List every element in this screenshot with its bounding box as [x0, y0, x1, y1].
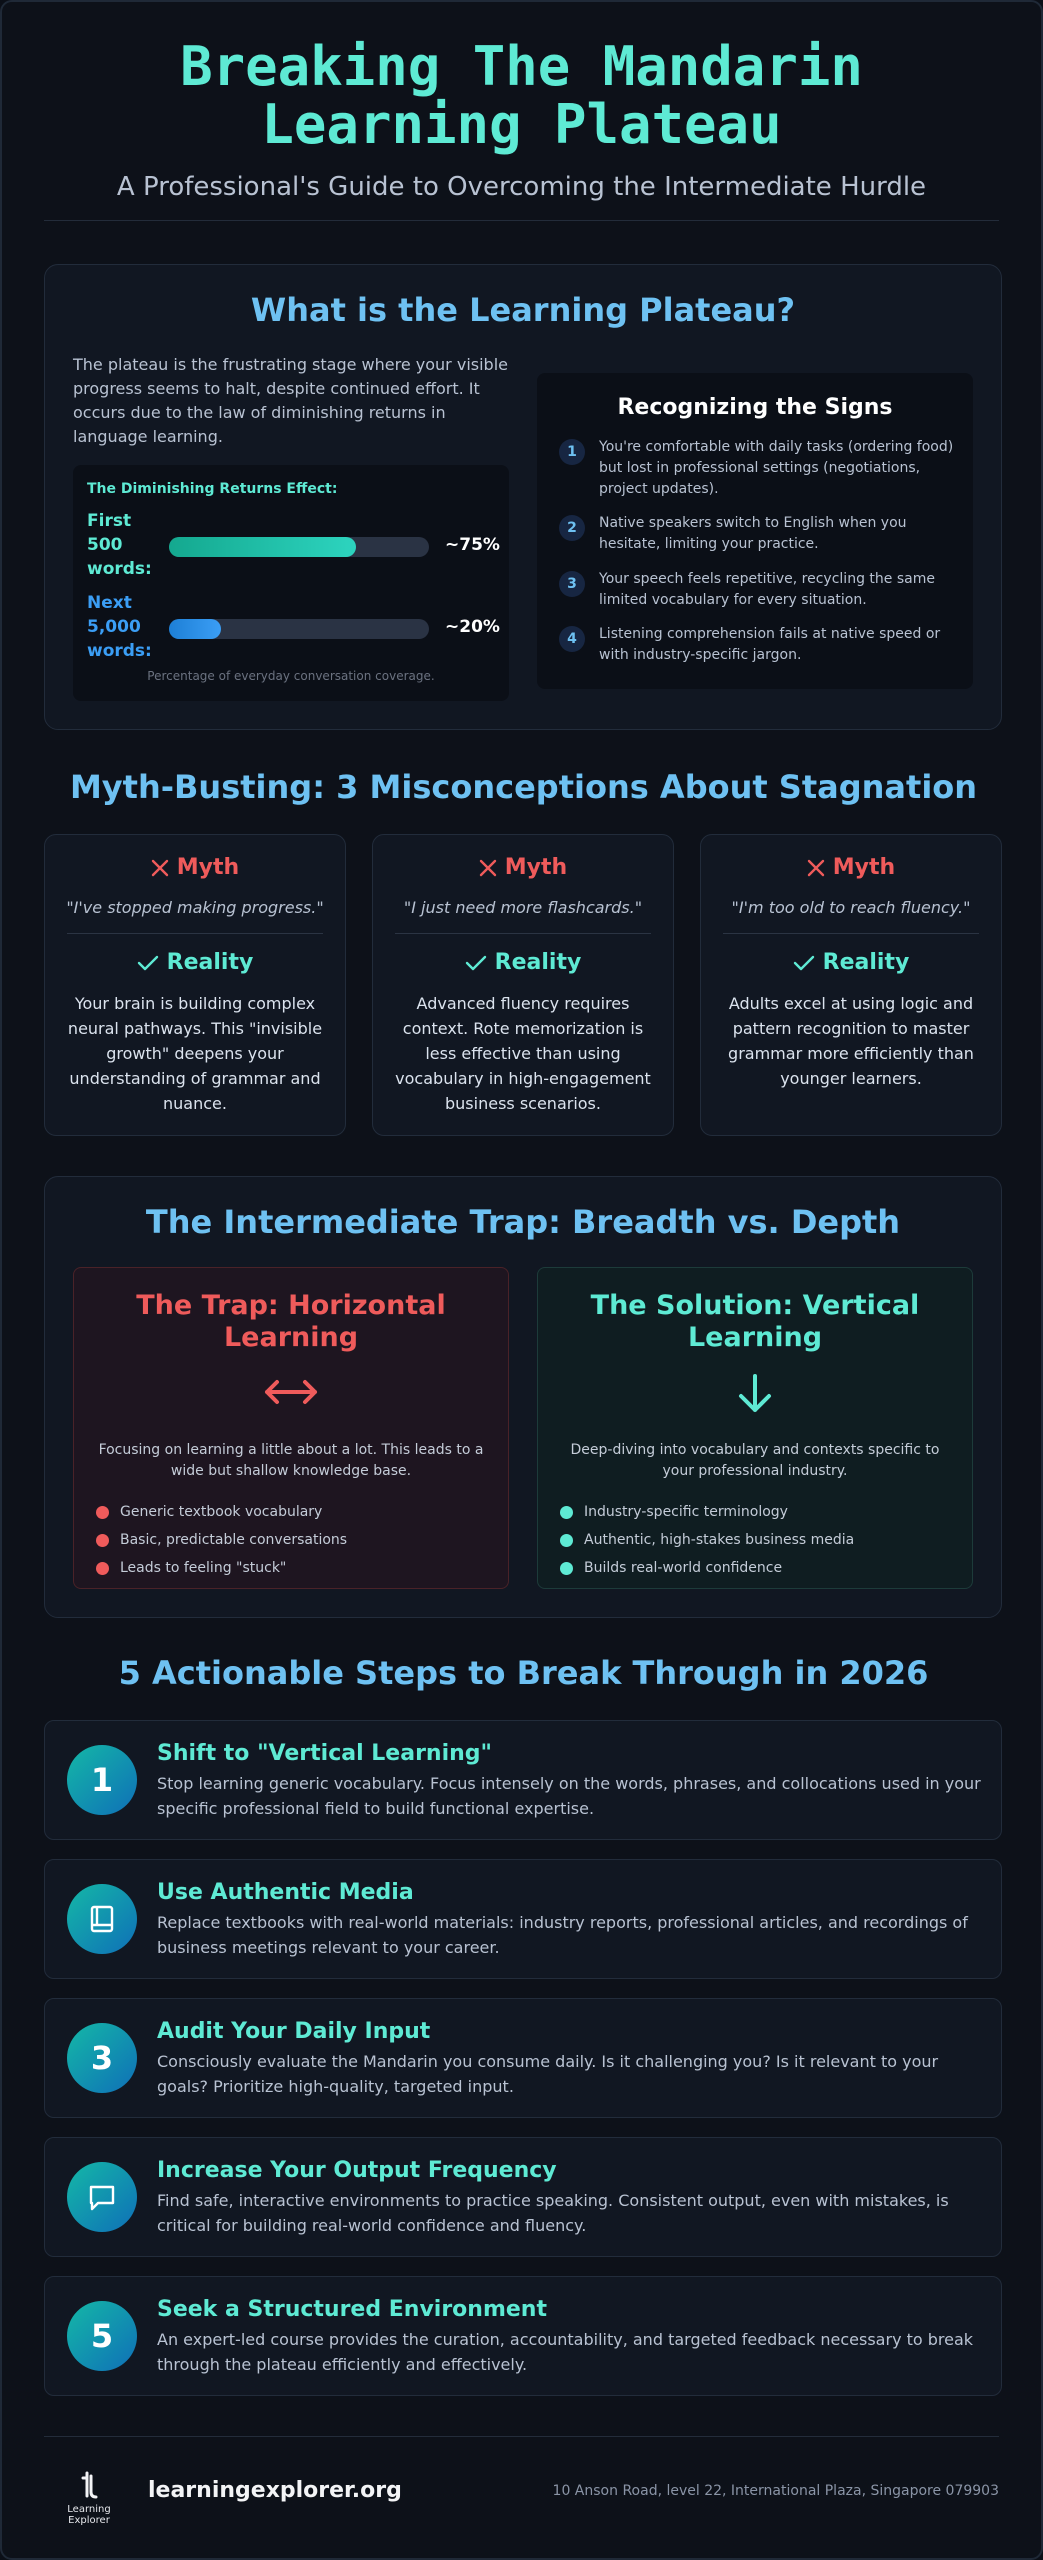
myth-heading	[701, 855, 1001, 880]
myths-title: Myth-Busting: 3 Misconceptions About Stagnation	[69, 768, 978, 806]
myth-label: Myth	[504, 855, 568, 880]
bar-track	[169, 619, 429, 639]
bar-row-next	[87, 591, 500, 667]
footer-address: 10 Anson Road, level 22, International Plaza, Singapore 079903	[552, 2483, 999, 2499]
myth-card	[372, 834, 674, 1136]
sign-number: 1	[559, 439, 585, 465]
signs-box	[537, 373, 973, 689]
horizontal-learning-panel	[73, 1267, 509, 1589]
list-item: Leads to feeling "stuck"	[96, 1554, 508, 1582]
logo[interactable]	[46, 2470, 132, 2526]
step-description: Consciously evaluate the Mandarin you consume daily. Is it challenging you? Is it relevant to your goals? Prioritize high-quality, targeted input.	[157, 2052, 939, 2096]
step-title: Audit Your Daily Input	[157, 2019, 431, 2044]
step-title: Increase Your Output Frequency	[157, 2158, 557, 2183]
x-icon	[479, 859, 497, 877]
bar-value: ~20%	[445, 617, 500, 637]
myth-quote: "I just need more flashcards."	[403, 898, 643, 917]
reality-heading	[373, 950, 673, 975]
reality-heading	[701, 950, 1001, 975]
reality-text: Your brain is building complex neural pathways. This "invisible growth" deepens your understanding of grammar and nuance.	[67, 994, 323, 1113]
footer-divider	[44, 2436, 999, 2437]
step-title: Seek a Structured Environment	[157, 2297, 547, 2322]
book-icon	[67, 1884, 137, 1954]
myth-quote: "I've stopped making progress."	[66, 898, 324, 917]
bar-fill	[169, 619, 221, 639]
signs-title: Recognizing the Signs	[617, 395, 893, 420]
diminishing-returns-title: The Diminishing Returns Effect:	[87, 481, 338, 497]
check-icon	[793, 954, 815, 972]
step-title: Use Authentic Media	[157, 1880, 414, 1905]
chat-icon	[67, 2162, 137, 2232]
page-title: Breaking The Mandarin Learning Plateau	[180, 35, 863, 156]
reality-label: Reality	[166, 950, 254, 975]
step-card	[44, 1998, 1002, 2118]
myth-label: Myth	[832, 855, 896, 880]
steps-title: 5 Actionable Steps to Break Through in 2026	[118, 1654, 929, 1692]
myth-heading	[45, 855, 345, 880]
footer-site-link[interactable]: learningexplorer.org	[148, 2478, 402, 2503]
bar-fill	[169, 537, 356, 557]
reality-label: Reality	[494, 950, 582, 975]
reality-text: Advanced fluency requires context. Rote memorization is less effective than using vocabulary in high-engagement business scenarios.	[395, 994, 651, 1113]
bar-track	[169, 537, 429, 557]
reality-label: Reality	[822, 950, 910, 975]
horizontal-title: The Trap: Horizontal Learning	[136, 1290, 446, 1353]
logo-icon	[74, 2470, 104, 2500]
sign-number: 3	[559, 571, 585, 597]
plateau-card	[44, 264, 1002, 730]
myth-divider	[723, 933, 979, 934]
step-card	[44, 1720, 1002, 1840]
myth-heading	[373, 855, 673, 880]
horizontal-description: Focusing on learning a little about a lot. This leads to a wide but shallow knowledge base.	[98, 1442, 484, 1479]
step-number: 5	[67, 2301, 137, 2371]
reality-text: Adults excel at using logic and pattern recognition to master grammar more efficiently than younger learners.	[728, 994, 974, 1088]
myth-quote: "I'm too old to reach fluency."	[731, 898, 971, 917]
sign-number: 2	[559, 515, 585, 541]
sign-text: Your speech feels repetitive, recycling the same limited vocabulary for every situation.	[599, 571, 935, 608]
step-description: Replace textbooks with real-world materials: industry reports, professional articles, and recordings of business meetings relevant to your career.	[157, 1913, 968, 1957]
vertical-learning-panel	[537, 1267, 973, 1589]
list-item: Builds real-world confidence	[560, 1554, 972, 1582]
step-card	[44, 2276, 1002, 2396]
vertical-description: Deep-diving into vocabulary and contexts specific to your professional industry.	[570, 1442, 940, 1479]
list-item: Generic textbook vocabulary	[96, 1498, 508, 1526]
step-card	[44, 1859, 1002, 1979]
myth-card	[700, 834, 1002, 1136]
vertical-title: The Solution: Vertical Learning	[590, 1290, 920, 1353]
x-icon	[807, 859, 825, 877]
step-title: Shift to "Vertical Learning"	[157, 1741, 492, 1766]
myth-card	[44, 834, 346, 1136]
bar-caption: Percentage of everyday conversation coverage.	[147, 669, 435, 683]
plateau-description: The plateau is the frustrating stage where your visible progress seems to halt, despite continued effort. It occurs due to the law of diminishing returns in language learning.	[73, 355, 508, 446]
logo-text: Learning Explorer	[67, 2504, 111, 2526]
step-description: Stop learning generic vocabulary. Focus intensely on the words, phrases, and collocations used in your specific professional field to build functional expertise.	[157, 1774, 981, 1818]
reality-heading	[45, 950, 345, 975]
step-description: Find safe, interactive environments to practice speaking. Consistent output, even with mistakes, is critical for building real-world confidence and fluency.	[157, 2191, 949, 2235]
step-description: An expert-led course provides the curation, accountability, and targeted feedback necessary to break through the plateau efficiently and effectively.	[157, 2330, 974, 2374]
check-icon	[465, 954, 487, 972]
step-number: 3	[67, 2023, 137, 2093]
myth-divider	[395, 933, 651, 934]
header	[2, 2, 1041, 202]
header-divider	[44, 220, 999, 221]
page-subtitle: A Professional's Guide to Overcoming the Intermediate Hurdle	[116, 172, 927, 202]
plateau-title: What is the Learning Plateau?	[250, 291, 796, 329]
sign-number: 4	[559, 626, 585, 652]
list-item: Authentic, high-stakes business media	[560, 1526, 972, 1554]
myth-label: Myth	[176, 855, 240, 880]
x-icon	[151, 859, 169, 877]
list-item: Industry-specific terminology	[560, 1498, 972, 1526]
bar-row-first	[87, 509, 500, 585]
list-item: Basic, predictable conversations	[96, 1526, 508, 1554]
vertical-arrow-icon	[538, 1372, 972, 1422]
trap-card	[44, 1176, 1002, 1618]
check-icon	[137, 954, 159, 972]
horizontal-arrow-icon	[74, 1372, 508, 1422]
bar-label: Next 5,000 words:	[87, 593, 152, 661]
sign-text: You're comfortable with daily tasks (ordering food) but lost in professional settings (negotiations, project updates).	[599, 439, 954, 497]
bar-value: ~75%	[445, 535, 500, 555]
vertical-list	[560, 1498, 972, 1582]
step-card	[44, 2137, 1002, 2257]
horizontal-list	[96, 1498, 508, 1582]
trap-title: The Intermediate Trap: Breadth vs. Depth	[145, 1203, 901, 1241]
bar-label: First 500 words:	[87, 511, 152, 579]
sign-text: Native speakers switch to English when you hesitate, limiting your practice.	[599, 515, 907, 552]
diminishing-returns-box	[73, 465, 509, 701]
myth-divider	[67, 933, 323, 934]
step-number: 1	[67, 1745, 137, 1815]
sign-text: Listening comprehension fails at native speed or with industry-specific jargon.	[599, 626, 941, 663]
